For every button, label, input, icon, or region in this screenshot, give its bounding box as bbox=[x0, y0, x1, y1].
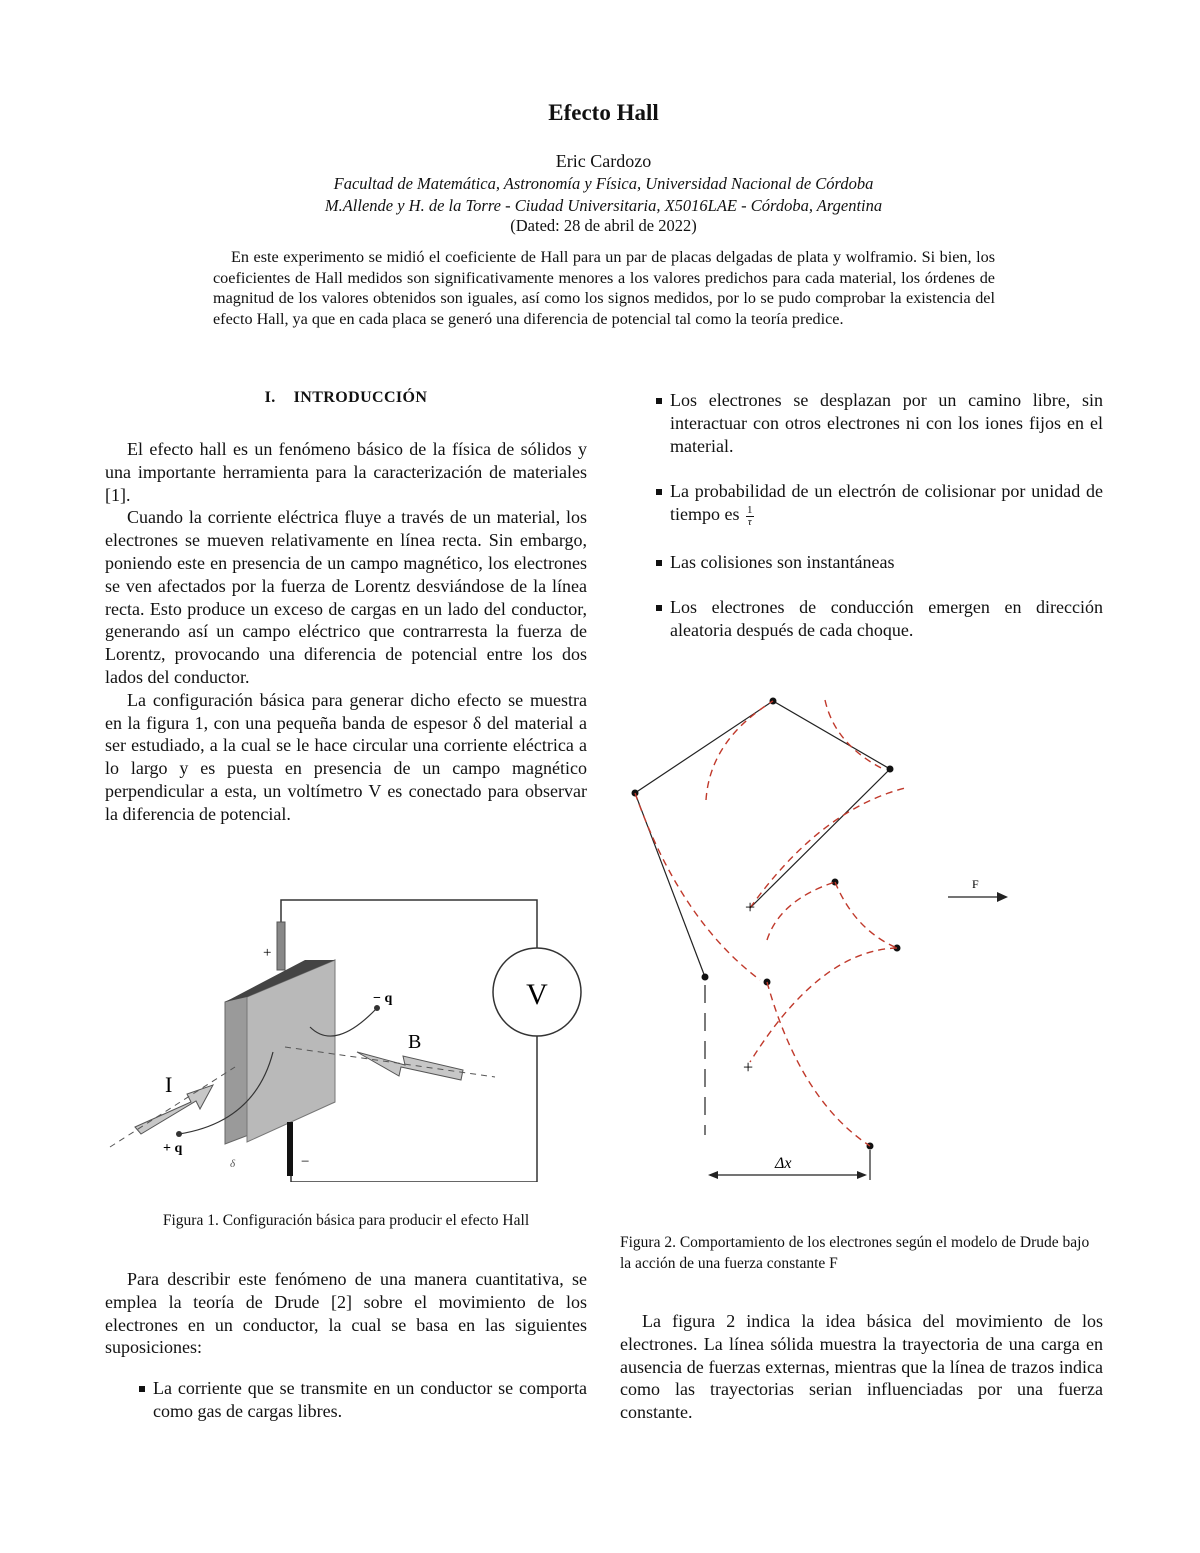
affiliation-line-2: M.Allende y H. de la Torre - Ciudad Universitaria, X5016LAE - Córdoba, Argentina bbox=[324, 196, 883, 215]
paragraph: El efecto hall es un fenómeno básico de la física de sólidos y una importante herramienta para la caracterización de materiales [1]. bbox=[105, 439, 587, 505]
paper-title: Efecto Hall bbox=[548, 100, 659, 125]
delta-x-label: Δx bbox=[775, 1155, 792, 1172]
right-column-paragraph bbox=[620, 1310, 1103, 1424]
current-line bbox=[110, 1067, 235, 1147]
negative-electrode bbox=[287, 1122, 293, 1176]
section-number: I. bbox=[264, 389, 276, 406]
paragraph: La configuración básica para generar dicho efecto se muestra en la figura 1, con una pequeña banda de espesor δ del material a ser estudiado, a la cual se le hace circular una corriente eléctrica a lo largo y es puesta en presencia de un campo magnético perpendicular a esta, un voltímetro V es conectado para observar la diferencia de potencial. bbox=[105, 689, 587, 824]
left-column-drude bbox=[105, 1268, 587, 1359]
right-bullet-list bbox=[654, 389, 1103, 665]
paragraph: Para describir este fenómeno de una manera cuantitativa, se emplea la teoría de Drude [2] sobre el movimiento de los electrones en un conductor, la cual se basa en las siguientes suposiciones: bbox=[105, 1269, 587, 1358]
circuit-wire-top bbox=[281, 900, 537, 952]
left-column-intro bbox=[105, 438, 587, 826]
paragraph: La figura 2 indica la idea básica del movimiento de los electrones. La línea sólida muestra la trayectoria de una carga en ausencia de fuerzas externas, mientras que la línea de trazos indica como las trayectorias serian influenciadas por una fuerza constante. bbox=[620, 1311, 1103, 1423]
current-arrow-i bbox=[135, 1085, 213, 1134]
figure-2-caption: Figura 2. Comportamiento de los electrones según el modelo de Drude bajo la acción de una fuerza constante F bbox=[620, 1234, 1090, 1272]
section-title: INTRODUCCIÓN bbox=[293, 389, 428, 406]
figure-1-caption: Figura 1. Configuración básica para producir el efecto Hall bbox=[162, 1212, 530, 1229]
left-bullet-list bbox=[137, 1377, 587, 1423]
thickness-label: δ bbox=[230, 1158, 236, 1170]
force-arrow-head bbox=[997, 892, 1008, 902]
affiliation-line-1: Facultad de Matemática, Astronomía y Física, Universidad Nacional de Córdoba bbox=[333, 174, 874, 193]
list-item bbox=[654, 480, 1103, 527]
plus-marker-1: + bbox=[745, 897, 756, 917]
list-item: Las colisiones son instantáneas bbox=[654, 551, 1103, 574]
list-item: Los electrones se desplazan por un camino libre, sin interactuar con otros electrones ni con los iones fijos en el material. bbox=[654, 389, 1103, 457]
section-heading bbox=[105, 389, 587, 407]
voltmeter-label: V bbox=[526, 978, 548, 1011]
list-item: Los electrones de conducción emergen en dirección aleatoria después de cada choque. bbox=[654, 596, 1103, 642]
list-item: La corriente que se transmite en un conductor se comporta como gas de cargas libres. bbox=[137, 1377, 587, 1423]
force-label: F bbox=[972, 877, 979, 891]
field-label-b: B bbox=[408, 1031, 422, 1053]
plus-marker-2: + bbox=[743, 1057, 754, 1077]
author: Eric Cardozo bbox=[555, 151, 652, 171]
pos-charge-label: + q bbox=[163, 1141, 183, 1156]
dashed-trajectory bbox=[635, 700, 905, 1146]
list-item-text: La probabilidad de un electrón de colisionar por unidad de tiempo es bbox=[670, 481, 1103, 525]
date-line: (Dated: 28 de abril de 2022) bbox=[510, 216, 697, 235]
figure-1-hall-setup bbox=[105, 892, 587, 1182]
solid-trajectory bbox=[635, 701, 890, 1180]
minus-label: − bbox=[301, 1154, 310, 1170]
positive-electrode bbox=[277, 922, 285, 970]
fraction-one-over-tau: $\frac{1}{\tau}$ bbox=[747, 503, 753, 528]
neg-charge-label: − q bbox=[373, 991, 393, 1006]
figure-2-drude-model bbox=[620, 690, 1100, 1190]
plus-label: + bbox=[263, 945, 272, 961]
field-arrow-b bbox=[357, 1052, 463, 1080]
paragraph: Cuando la corriente eléctrica fluye a través de un material, los electrones se mueven relativamente en línea recta. Sin embargo, poniendo este en presencia de un campo magnético, los electrones se ven afectados por la fuerza de Lorentz desviándose de la línea recta. Esto produce un exceso de cargas en un lado del conductor, generando así un campo eléctrico que contrarresta la fuerza de Lorentz, provocando una diferencia de potencial entre los dos lados del conductor. bbox=[105, 507, 587, 687]
current-label-i: I bbox=[165, 1072, 173, 1097]
abstract: En este experimento se midió el coeficiente de Hall para un par de placas delgadas de plata y wolframio. Si bien, los coeficientes de Hall medidos son significativamente menores a los valores predichos para cada material, los órdenes de magnitud de los valores obtenidos son iguales, así como los signos medidos, por lo se pudo comprobar la existencia del efecto Hall, ya que en cada placa se generó una diferencia de potencial tal como la teoría predice. bbox=[213, 248, 995, 328]
